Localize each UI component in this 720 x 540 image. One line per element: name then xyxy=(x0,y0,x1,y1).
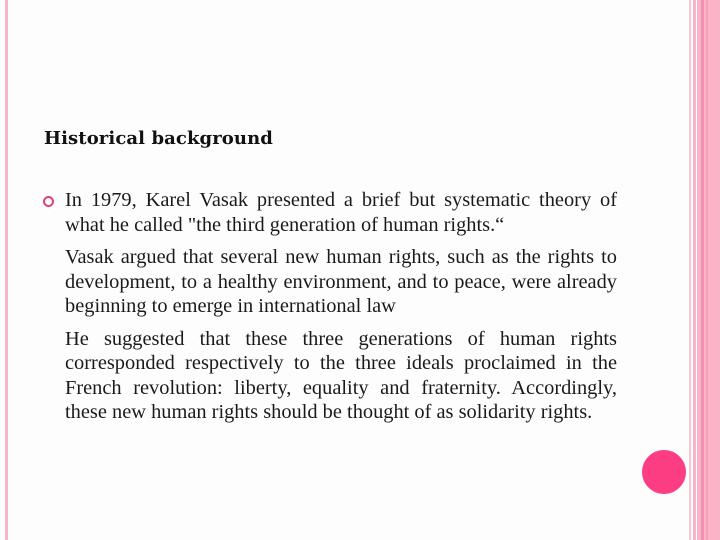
right-decorative-line xyxy=(693,0,696,540)
circle-bullet-icon xyxy=(43,196,54,207)
left-decorative-stripe xyxy=(5,0,8,540)
slide-title: Historical background xyxy=(44,128,273,149)
decorative-circle xyxy=(642,450,686,494)
paragraph xyxy=(65,188,617,237)
paragraph-text: In 1979, Karel Vasak presented a brief but systematic theory of what he called "the third generation of human rights.“ xyxy=(65,189,617,236)
paragraph xyxy=(65,327,617,425)
paragraph-text: Vasak argued that several new human rights, such as the rights to development, to a healthy environment, and to peace, were already beginning to emerge in international law xyxy=(65,246,617,317)
paragraph-text: He suggested that these three generations of human rights corresponded respectively to the three ideals proclaimed in the French revolution: liberty, equality and fraternity. Accordingly, these new human rights should be thought of as solidarity rights. xyxy=(65,327,617,423)
right-decorative-band-stripe xyxy=(706,0,708,540)
right-decorative-band-stripe xyxy=(701,0,704,540)
paragraph xyxy=(65,245,617,319)
right-decorative-line xyxy=(689,0,691,540)
slide-body xyxy=(65,188,617,433)
